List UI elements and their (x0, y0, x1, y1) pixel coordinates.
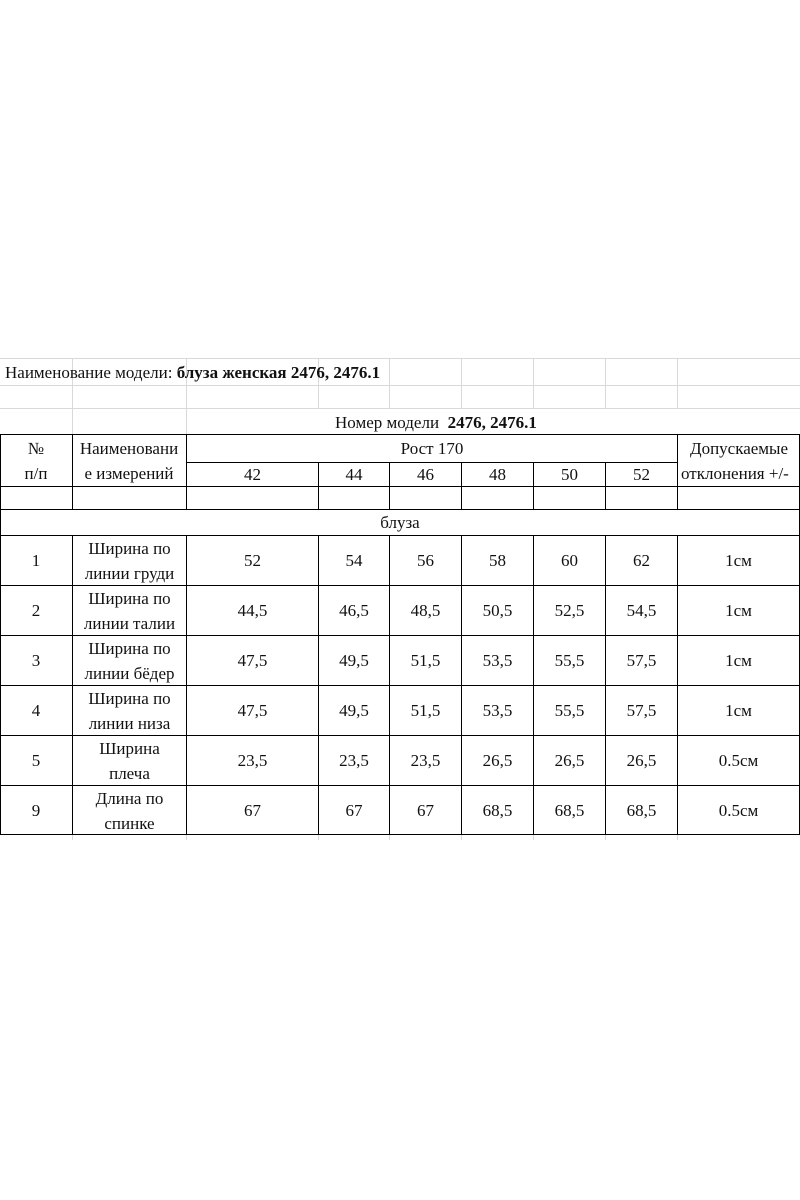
measurement-value: 51,5 (410, 651, 441, 670)
size-header: 48 (489, 465, 506, 484)
measurement-value: 68,5 (626, 801, 657, 820)
measurement-value: 62 (633, 551, 650, 570)
measurement-sheet (0, 358, 800, 838)
measurement-value: 52 (244, 551, 261, 570)
model-number-value: 2476, 2476.1 (447, 413, 537, 432)
measurement-name-line: Длина по (95, 789, 164, 808)
measurement-name (73, 586, 186, 636)
measurement-value: 68,5 (482, 801, 513, 820)
model-name-value: блуза женская 2476, 2476.1 (176, 363, 381, 382)
measurement-value: 67 (417, 801, 434, 820)
measurement-value: 55,5 (554, 651, 585, 670)
measurement-value: 26,5 (554, 751, 585, 770)
measurement-name-line: Ширина по (88, 589, 171, 608)
measurement-value: 53,5 (482, 651, 513, 670)
tolerance-value: 1см (725, 701, 752, 720)
measurement-value: 23,5 (339, 751, 369, 770)
measurement-name (73, 736, 186, 786)
col-num-header-line2: п/п (24, 464, 48, 483)
measurement-name-line: Ширина (99, 739, 160, 758)
measurement-name-line: Ширина по (88, 639, 171, 658)
measurement-name-line: линии бёдер (84, 664, 175, 683)
measurement-value: 50,5 (482, 601, 513, 620)
size-header: 50 (561, 465, 578, 484)
measurement-value: 26,5 (626, 751, 657, 770)
measurement-value: 56 (417, 551, 434, 570)
model-name-line (5, 360, 380, 385)
measurement-name-line: спинке (104, 814, 155, 833)
size-header: 42 (244, 465, 261, 484)
col-name-header-line1: Наименовани (79, 439, 179, 458)
height-group-header: Рост 170 (400, 439, 464, 458)
measurement-value: 46,5 (339, 601, 369, 620)
tolerance-value: 1см (725, 551, 752, 570)
measurement-value: 49,5 (339, 651, 369, 670)
measurement-name-line: Ширина по (88, 689, 171, 708)
measurement-value: 54,5 (626, 601, 657, 620)
measurement-value: 23,5 (410, 751, 441, 770)
size-header: 44 (345, 465, 363, 484)
measurement-value: 51,5 (410, 701, 441, 720)
col-name-header-line2: е измерений (84, 464, 174, 483)
model-number-line (335, 410, 537, 435)
measurement-name (73, 786, 186, 836)
measurement-value: 47,5 (237, 651, 268, 670)
tolerance-value: 0.5см (718, 801, 759, 820)
col-num-header (0, 436, 72, 486)
measurement-value: 53,5 (482, 701, 513, 720)
measurement-value: 44,5 (237, 601, 268, 620)
model-number-label: Номер модели (335, 413, 440, 432)
measurement-value: 67 (345, 801, 363, 820)
measurement-value: 49,5 (339, 701, 369, 720)
measurement-value: 54 (345, 551, 363, 570)
measurement-name-line: Ширина по (88, 539, 171, 558)
measurement-value: 55,5 (554, 701, 585, 720)
measurement-value: 26,5 (482, 751, 513, 770)
size-header: 46 (417, 465, 434, 484)
tolerance-value: 1см (725, 651, 752, 670)
measurement-value: 57,5 (626, 701, 657, 720)
tolerance-value: 0.5см (718, 751, 759, 770)
measurement-name (73, 636, 186, 686)
row-number: 5 (31, 751, 41, 770)
model-name-label: Наименование модели: (5, 363, 173, 382)
measurement-name-line: линии талии (83, 614, 176, 633)
row-number: 2 (31, 601, 41, 620)
row-number: 9 (31, 801, 41, 820)
measurement-value: 68,5 (554, 801, 585, 820)
measurement-value: 23,5 (237, 751, 268, 770)
size-header: 52 (633, 465, 650, 484)
row-number: 1 (31, 551, 41, 570)
tolerance-header-line1: Допускаемые (689, 439, 789, 458)
measurement-value: 57,5 (626, 651, 657, 670)
measurement-value: 67 (244, 801, 261, 820)
measurement-value: 48,5 (410, 601, 441, 620)
row-number: 3 (31, 651, 41, 670)
col-num-header-line1: № (27, 439, 45, 458)
measurement-name-line: линии низа (88, 714, 171, 733)
measurement-name (73, 536, 186, 586)
measurement-value: 52,5 (554, 601, 585, 620)
col-name-header (72, 436, 186, 486)
tolerance-header (678, 436, 800, 486)
measurement-name-line: линии груди (84, 564, 175, 583)
measurement-value: 60 (561, 551, 578, 570)
tolerance-value: 1см (725, 601, 752, 620)
row-number: 4 (31, 701, 41, 720)
measurement-name-line: плеча (109, 764, 150, 783)
measurement-value: 47,5 (237, 701, 268, 720)
measurement-name (73, 686, 186, 736)
section-label: блуза (380, 513, 420, 532)
tolerance-header-line2: отклонения +/- (681, 464, 789, 483)
measurement-value: 58 (489, 551, 506, 570)
